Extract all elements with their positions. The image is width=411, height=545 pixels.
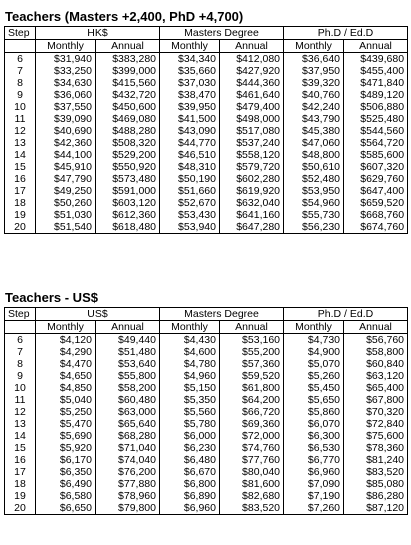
monthly-cell: $48,310 bbox=[160, 161, 220, 173]
monthly-cell: $49,250 bbox=[36, 185, 96, 197]
step-subheader-blank bbox=[5, 321, 36, 334]
annual-cell: $65,400 bbox=[344, 382, 408, 394]
annual-cell: $415,560 bbox=[96, 77, 160, 89]
annual-cell: $78,960 bbox=[96, 490, 160, 502]
monthly-cell: $5,780 bbox=[160, 418, 220, 430]
annual-cell: $58,200 bbox=[96, 382, 160, 394]
annual-cell: $525,480 bbox=[344, 113, 408, 125]
step-cell: 12 bbox=[5, 125, 36, 137]
annual-cell: $479,400 bbox=[220, 101, 284, 113]
monthly-cell: $33,250 bbox=[36, 65, 96, 77]
annual-cell: $612,360 bbox=[96, 209, 160, 221]
monthly-cell: $37,550 bbox=[36, 101, 96, 113]
table-row bbox=[5, 197, 408, 209]
monthly-header: Monthly bbox=[284, 321, 344, 334]
annual-cell: $78,360 bbox=[344, 442, 408, 454]
annual-cell: $75,600 bbox=[344, 430, 408, 442]
monthly-cell: $50,260 bbox=[36, 197, 96, 209]
monthly-cell: $52,670 bbox=[160, 197, 220, 209]
annual-cell: $81,600 bbox=[220, 478, 284, 490]
table-row bbox=[5, 101, 408, 113]
monthly-cell: $5,450 bbox=[284, 382, 344, 394]
monthly-cell: $54,960 bbox=[284, 197, 344, 209]
annual-cell: $61,800 bbox=[220, 382, 284, 394]
monthly-cell: $6,800 bbox=[160, 478, 220, 490]
table-row bbox=[5, 173, 408, 185]
monthly-cell: $45,910 bbox=[36, 161, 96, 173]
monthly-cell: $5,350 bbox=[160, 394, 220, 406]
sub-header-row bbox=[5, 321, 408, 334]
table-row bbox=[5, 346, 408, 358]
monthly-cell: $6,350 bbox=[36, 466, 96, 478]
step-header: Step bbox=[5, 308, 36, 321]
annual-cell: $550,920 bbox=[96, 161, 160, 173]
monthly-header: Monthly bbox=[36, 40, 96, 53]
table-title: Teachers (Masters +2,400, PhD +4,700) bbox=[5, 9, 244, 24]
monthly-cell: $53,950 bbox=[284, 185, 344, 197]
annual-cell: $508,320 bbox=[96, 137, 160, 149]
table-row bbox=[5, 442, 408, 454]
annual-cell: $498,000 bbox=[220, 113, 284, 125]
table-row bbox=[5, 382, 408, 394]
annual-cell: $439,680 bbox=[344, 53, 408, 66]
step-cell: 8 bbox=[5, 358, 36, 370]
annual-cell: $74,760 bbox=[220, 442, 284, 454]
step-cell: 15 bbox=[5, 442, 36, 454]
table-row bbox=[5, 394, 408, 406]
monthly-cell: $48,800 bbox=[284, 149, 344, 161]
monthly-cell: $5,040 bbox=[36, 394, 96, 406]
annual-cell: $469,080 bbox=[96, 113, 160, 125]
monthly-cell: $51,030 bbox=[36, 209, 96, 221]
salary-table bbox=[4, 26, 408, 234]
annual-cell: $83,520 bbox=[220, 502, 284, 515]
annual-header: Annual bbox=[96, 40, 160, 53]
monthly-cell: $6,490 bbox=[36, 478, 96, 490]
monthly-cell: $6,770 bbox=[284, 454, 344, 466]
annual-cell: $641,160 bbox=[220, 209, 284, 221]
table-row bbox=[5, 209, 408, 221]
annual-cell: $488,280 bbox=[96, 125, 160, 137]
annual-cell: $506,880 bbox=[344, 101, 408, 113]
table-row bbox=[5, 418, 408, 430]
monthly-cell: $6,890 bbox=[160, 490, 220, 502]
monthly-cell: $40,690 bbox=[36, 125, 96, 137]
monthly-cell: $5,860 bbox=[284, 406, 344, 418]
annual-cell: $65,640 bbox=[96, 418, 160, 430]
monthly-cell: $4,900 bbox=[284, 346, 344, 358]
annual-cell: $659,520 bbox=[344, 197, 408, 209]
annual-cell: $66,720 bbox=[220, 406, 284, 418]
annual-cell: $461,640 bbox=[220, 89, 284, 101]
monthly-cell: $6,300 bbox=[284, 430, 344, 442]
usd-salary-section bbox=[4, 290, 405, 515]
table-row bbox=[5, 185, 408, 197]
monthly-cell: $47,060 bbox=[284, 137, 344, 149]
group-header: HK$ bbox=[36, 27, 160, 40]
step-cell: 19 bbox=[5, 490, 36, 502]
annual-cell: $558,120 bbox=[220, 149, 284, 161]
annual-header: Annual bbox=[96, 321, 160, 334]
monthly-cell: $4,650 bbox=[36, 370, 96, 382]
annual-cell: $444,360 bbox=[220, 77, 284, 89]
step-cell: 17 bbox=[5, 185, 36, 197]
monthly-cell: $53,940 bbox=[160, 221, 220, 234]
table-row bbox=[5, 406, 408, 418]
step-cell: 15 bbox=[5, 161, 36, 173]
monthly-header: Monthly bbox=[160, 321, 220, 334]
annual-cell: $56,760 bbox=[344, 334, 408, 347]
annual-cell: $64,200 bbox=[220, 394, 284, 406]
monthly-cell: $31,940 bbox=[36, 53, 96, 66]
step-cell: 18 bbox=[5, 478, 36, 490]
group-header-row bbox=[5, 27, 408, 40]
monthly-header: Monthly bbox=[160, 40, 220, 53]
monthly-cell: $42,360 bbox=[36, 137, 96, 149]
monthly-cell: $5,650 bbox=[284, 394, 344, 406]
step-cell: 11 bbox=[5, 113, 36, 125]
annual-cell: $85,080 bbox=[344, 478, 408, 490]
table-row bbox=[5, 430, 408, 442]
annual-cell: $412,080 bbox=[220, 53, 284, 66]
monthly-cell: $4,600 bbox=[160, 346, 220, 358]
table-row bbox=[5, 161, 408, 173]
monthly-cell: $43,090 bbox=[160, 125, 220, 137]
table-row bbox=[5, 89, 408, 101]
annual-cell: $668,760 bbox=[344, 209, 408, 221]
annual-cell: $76,200 bbox=[96, 466, 160, 478]
annual-cell: $489,120 bbox=[344, 89, 408, 101]
annual-cell: $55,200 bbox=[220, 346, 284, 358]
table-row bbox=[5, 334, 408, 347]
annual-cell: $529,200 bbox=[96, 149, 160, 161]
table-row bbox=[5, 53, 408, 66]
annual-cell: $471,840 bbox=[344, 77, 408, 89]
monthly-cell: $35,660 bbox=[160, 65, 220, 77]
step-cell: 14 bbox=[5, 430, 36, 442]
table-row bbox=[5, 149, 408, 161]
step-cell: 13 bbox=[5, 137, 36, 149]
annual-cell: $450,600 bbox=[96, 101, 160, 113]
step-cell: 8 bbox=[5, 77, 36, 89]
monthly-cell: $6,960 bbox=[160, 502, 220, 515]
annual-cell: $59,520 bbox=[220, 370, 284, 382]
group-header: US$ bbox=[36, 308, 160, 321]
annual-header: Annual bbox=[220, 321, 284, 334]
annual-cell: $432,720 bbox=[96, 89, 160, 101]
monthly-cell: $55,730 bbox=[284, 209, 344, 221]
monthly-cell: $37,950 bbox=[284, 65, 344, 77]
step-cell: 7 bbox=[5, 65, 36, 77]
annual-cell: $63,000 bbox=[96, 406, 160, 418]
annual-cell: $81,240 bbox=[344, 454, 408, 466]
table-row bbox=[5, 478, 408, 490]
annual-cell: $517,080 bbox=[220, 125, 284, 137]
monthly-cell: $36,060 bbox=[36, 89, 96, 101]
annual-cell: $53,160 bbox=[220, 334, 284, 347]
step-cell: 18 bbox=[5, 197, 36, 209]
monthly-cell: $38,470 bbox=[160, 89, 220, 101]
annual-cell: $49,440 bbox=[96, 334, 160, 347]
monthly-cell: $36,640 bbox=[284, 53, 344, 66]
annual-cell: $603,120 bbox=[96, 197, 160, 209]
annual-cell: $427,920 bbox=[220, 65, 284, 77]
monthly-cell: $50,610 bbox=[284, 161, 344, 173]
annual-cell: $618,480 bbox=[96, 221, 160, 234]
annual-cell: $80,040 bbox=[220, 466, 284, 478]
monthly-cell: $34,630 bbox=[36, 77, 96, 89]
monthly-cell: $34,340 bbox=[160, 53, 220, 66]
annual-cell: $544,560 bbox=[344, 125, 408, 137]
monthly-cell: $7,090 bbox=[284, 478, 344, 490]
monthly-cell: $41,500 bbox=[160, 113, 220, 125]
annual-cell: $647,280 bbox=[220, 221, 284, 234]
monthly-header: Monthly bbox=[284, 40, 344, 53]
monthly-cell: $5,250 bbox=[36, 406, 96, 418]
step-cell: 11 bbox=[5, 394, 36, 406]
monthly-cell: $6,580 bbox=[36, 490, 96, 502]
monthly-cell: $46,510 bbox=[160, 149, 220, 161]
group-header: Ph.D / Ed.D bbox=[284, 27, 408, 40]
monthly-cell: $6,230 bbox=[160, 442, 220, 454]
monthly-cell: $5,470 bbox=[36, 418, 96, 430]
monthly-cell: $6,530 bbox=[284, 442, 344, 454]
annual-cell: $58,800 bbox=[344, 346, 408, 358]
monthly-cell: $4,730 bbox=[284, 334, 344, 347]
table-row bbox=[5, 221, 408, 234]
monthly-cell: $4,850 bbox=[36, 382, 96, 394]
monthly-cell: $4,780 bbox=[160, 358, 220, 370]
annual-cell: $77,760 bbox=[220, 454, 284, 466]
group-header-row bbox=[5, 308, 408, 321]
table-row bbox=[5, 502, 408, 515]
annual-cell: $68,280 bbox=[96, 430, 160, 442]
monthly-cell: $6,170 bbox=[36, 454, 96, 466]
annual-cell: $51,480 bbox=[96, 346, 160, 358]
annual-header: Annual bbox=[220, 40, 284, 53]
annual-cell: $87,120 bbox=[344, 502, 408, 515]
annual-cell: $57,360 bbox=[220, 358, 284, 370]
monthly-cell: $43,790 bbox=[284, 113, 344, 125]
monthly-cell: $5,260 bbox=[284, 370, 344, 382]
annual-cell: $83,520 bbox=[344, 466, 408, 478]
group-header: Masters Degree bbox=[160, 308, 284, 321]
annual-cell: $63,120 bbox=[344, 370, 408, 382]
annual-cell: $629,760 bbox=[344, 173, 408, 185]
monthly-cell: $6,000 bbox=[160, 430, 220, 442]
sub-header-row bbox=[5, 40, 408, 53]
annual-cell: $455,400 bbox=[344, 65, 408, 77]
annual-cell: $74,040 bbox=[96, 454, 160, 466]
annual-cell: $399,000 bbox=[96, 65, 160, 77]
table-row bbox=[5, 77, 408, 89]
step-cell: 20 bbox=[5, 502, 36, 515]
annual-cell: $573,480 bbox=[96, 173, 160, 185]
annual-cell: $67,800 bbox=[344, 394, 408, 406]
monthly-cell: $42,240 bbox=[284, 101, 344, 113]
monthly-cell: $52,480 bbox=[284, 173, 344, 185]
annual-cell: $69,360 bbox=[220, 418, 284, 430]
monthly-cell: $44,100 bbox=[36, 149, 96, 161]
step-cell: 7 bbox=[5, 346, 36, 358]
monthly-cell: $56,230 bbox=[284, 221, 344, 234]
annual-cell: $86,280 bbox=[344, 490, 408, 502]
table-row bbox=[5, 137, 408, 149]
hkd-salary-section bbox=[4, 9, 405, 234]
monthly-cell: $7,260 bbox=[284, 502, 344, 515]
table-row bbox=[5, 358, 408, 370]
annual-cell: $82,680 bbox=[220, 490, 284, 502]
monthly-cell: $5,920 bbox=[36, 442, 96, 454]
annual-cell: $71,040 bbox=[96, 442, 160, 454]
table-row bbox=[5, 466, 408, 478]
group-header: Ph.D / Ed.D bbox=[284, 308, 408, 321]
monthly-cell: $4,470 bbox=[36, 358, 96, 370]
table-row bbox=[5, 370, 408, 382]
annual-cell: $647,400 bbox=[344, 185, 408, 197]
salary-table bbox=[4, 307, 408, 515]
monthly-cell: $47,790 bbox=[36, 173, 96, 185]
annual-cell: $77,880 bbox=[96, 478, 160, 490]
step-cell: 9 bbox=[5, 370, 36, 382]
step-cell: 9 bbox=[5, 89, 36, 101]
monthly-cell: $6,650 bbox=[36, 502, 96, 515]
step-cell: 6 bbox=[5, 53, 36, 66]
annual-cell: $55,800 bbox=[96, 370, 160, 382]
table-title: Teachers - US$ bbox=[5, 290, 98, 305]
monthly-cell: $39,320 bbox=[284, 77, 344, 89]
monthly-cell: $4,120 bbox=[36, 334, 96, 347]
step-cell: 19 bbox=[5, 209, 36, 221]
annual-header: Annual bbox=[344, 321, 408, 334]
monthly-cell: $5,690 bbox=[36, 430, 96, 442]
annual-cell: $564,720 bbox=[344, 137, 408, 149]
annual-cell: $79,800 bbox=[96, 502, 160, 515]
annual-cell: $632,040 bbox=[220, 197, 284, 209]
annual-cell: $674,760 bbox=[344, 221, 408, 234]
annual-cell: $72,840 bbox=[344, 418, 408, 430]
monthly-cell: $51,660 bbox=[160, 185, 220, 197]
monthly-cell: $45,380 bbox=[284, 125, 344, 137]
monthly-cell: $4,960 bbox=[160, 370, 220, 382]
monthly-cell: $4,430 bbox=[160, 334, 220, 347]
step-cell: 16 bbox=[5, 454, 36, 466]
step-cell: 12 bbox=[5, 406, 36, 418]
step-cell: 20 bbox=[5, 221, 36, 234]
annual-cell: $537,240 bbox=[220, 137, 284, 149]
monthly-cell: $39,090 bbox=[36, 113, 96, 125]
annual-cell: $607,320 bbox=[344, 161, 408, 173]
monthly-cell: $39,950 bbox=[160, 101, 220, 113]
group-header: Masters Degree bbox=[160, 27, 284, 40]
monthly-cell: $7,190 bbox=[284, 490, 344, 502]
annual-cell: $585,600 bbox=[344, 149, 408, 161]
monthly-cell: $51,540 bbox=[36, 221, 96, 234]
monthly-cell: $6,960 bbox=[284, 466, 344, 478]
monthly-cell: $6,670 bbox=[160, 466, 220, 478]
monthly-cell: $50,190 bbox=[160, 173, 220, 185]
monthly-cell: $53,430 bbox=[160, 209, 220, 221]
monthly-cell: $40,760 bbox=[284, 89, 344, 101]
step-cell: 13 bbox=[5, 418, 36, 430]
annual-cell: $602,280 bbox=[220, 173, 284, 185]
step-cell: 16 bbox=[5, 173, 36, 185]
monthly-cell: $5,070 bbox=[284, 358, 344, 370]
annual-cell: $60,840 bbox=[344, 358, 408, 370]
annual-cell: $60,480 bbox=[96, 394, 160, 406]
step-subheader-blank bbox=[5, 40, 36, 53]
step-cell: 6 bbox=[5, 334, 36, 347]
step-cell: 10 bbox=[5, 101, 36, 113]
step-cell: 10 bbox=[5, 382, 36, 394]
monthly-cell: $37,030 bbox=[160, 77, 220, 89]
table-row bbox=[5, 490, 408, 502]
monthly-cell: $6,480 bbox=[160, 454, 220, 466]
monthly-cell: $5,150 bbox=[160, 382, 220, 394]
step-cell: 17 bbox=[5, 466, 36, 478]
step-header: Step bbox=[5, 27, 36, 40]
monthly-cell: $5,560 bbox=[160, 406, 220, 418]
annual-cell: $619,920 bbox=[220, 185, 284, 197]
step-cell: 14 bbox=[5, 149, 36, 161]
monthly-cell: $4,290 bbox=[36, 346, 96, 358]
annual-cell: $579,720 bbox=[220, 161, 284, 173]
annual-cell: $383,280 bbox=[96, 53, 160, 66]
monthly-header: Monthly bbox=[36, 321, 96, 334]
table-row bbox=[5, 125, 408, 137]
annual-header: Annual bbox=[344, 40, 408, 53]
annual-cell: $70,320 bbox=[344, 406, 408, 418]
annual-cell: $53,640 bbox=[96, 358, 160, 370]
monthly-cell: $44,770 bbox=[160, 137, 220, 149]
table-row bbox=[5, 65, 408, 77]
table-row bbox=[5, 454, 408, 466]
annual-cell: $591,000 bbox=[96, 185, 160, 197]
table-row bbox=[5, 113, 408, 125]
annual-cell: $72,000 bbox=[220, 430, 284, 442]
monthly-cell: $6,070 bbox=[284, 418, 344, 430]
